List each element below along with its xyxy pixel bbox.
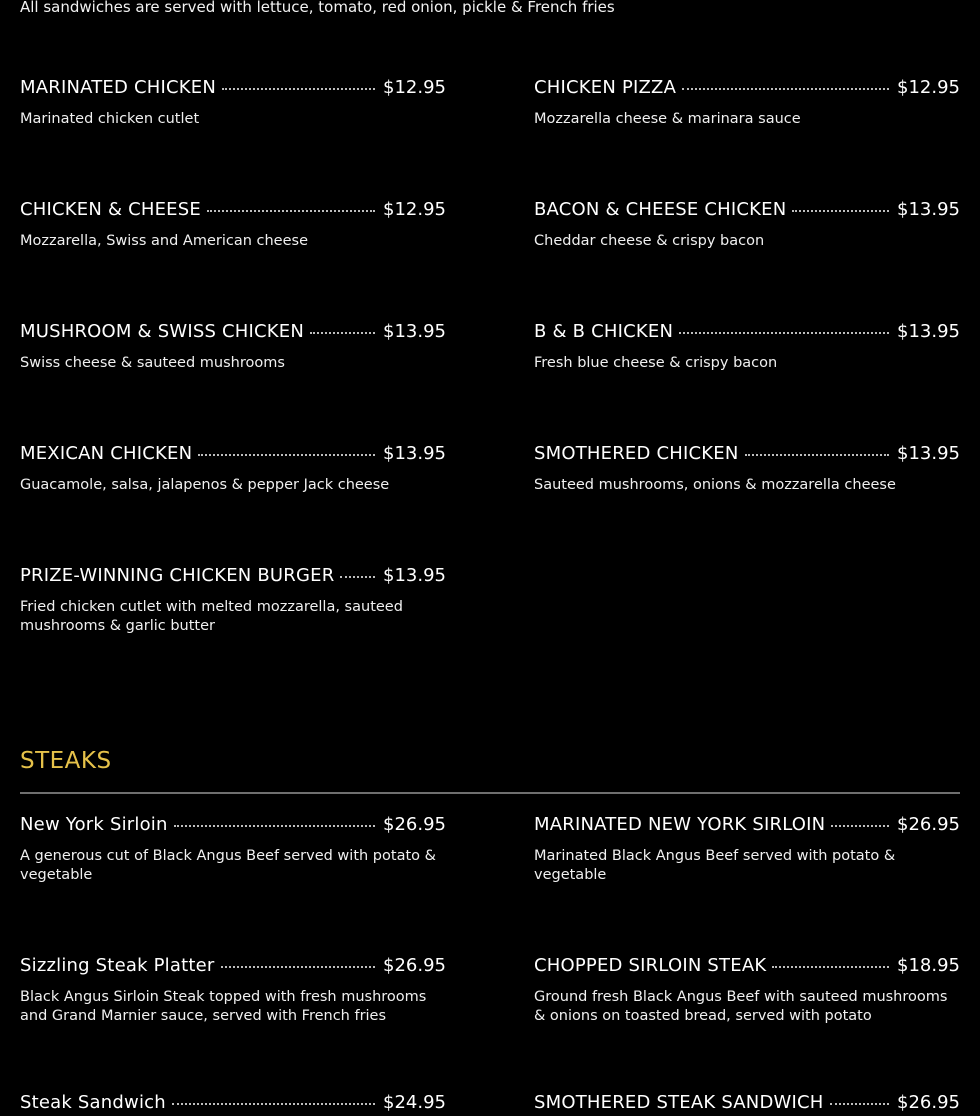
menu-item	[20, 199, 446, 251]
item-price: $12.95	[383, 199, 446, 220]
section-title-steaks: STEAKS	[20, 748, 112, 774]
item-description: Fried chicken cutlet with melted mozzarella, sauteed mushrooms & garlic butter	[20, 599, 403, 634]
item-name: BACON & CHEESE CHICKEN	[534, 199, 787, 220]
dot-leader	[172, 1103, 375, 1105]
item-price: $26.95	[383, 814, 446, 835]
item-description: Marinated Black Angus Beef served with potato & vegetable	[534, 848, 896, 883]
item-price: $18.95	[897, 955, 960, 976]
item-name: MARINATED NEW YORK SIRLOIN	[534, 814, 826, 835]
menu-item	[534, 199, 960, 251]
item-description: Fresh blue cheese & crispy bacon	[534, 355, 778, 371]
item-description: Mozzarella, Swiss and American cheese	[20, 233, 309, 249]
menu-item	[20, 814, 446, 885]
dot-leader	[745, 454, 890, 456]
item-price: $13.95	[897, 199, 960, 220]
item-price: $13.95	[383, 565, 446, 586]
item-description: Cheddar cheese & crispy bacon	[534, 233, 765, 249]
sandwich-note: All sandwiches are served with lettuce, tomato, red onion, pickle & French fries	[20, 0, 615, 16]
item-price: $12.95	[383, 77, 446, 98]
item-price: $13.95	[383, 443, 446, 464]
menu-item	[20, 77, 446, 129]
item-name: CHICKEN & CHEESE	[20, 199, 201, 220]
item-description: Ground fresh Black Angus Beef with sauteed mushrooms & onions on toasted bread, served with potato	[534, 989, 948, 1024]
item-description: Marinated chicken cutlet	[20, 111, 200, 127]
item-description: A generous cut of Black Angus Beef served with potato & vegetable	[20, 848, 436, 883]
item-description: Swiss cheese & sauteed mushrooms	[20, 355, 285, 371]
item-name: B & B CHICKEN	[534, 321, 674, 342]
dot-leader	[174, 825, 375, 827]
item-description: Black Angus Sirloin Steak topped with fresh mushrooms and Grand Marnier sauce, served with French fries	[20, 989, 427, 1024]
dot-leader	[682, 88, 889, 90]
menu-item	[20, 565, 446, 636]
item-price: $13.95	[897, 443, 960, 464]
menu-item	[20, 443, 446, 495]
item-price: $13.95	[383, 321, 446, 342]
item-description: Mozzarella cheese & marinara sauce	[534, 111, 801, 127]
item-name: Sizzling Steak Platter	[20, 955, 215, 976]
dot-leader	[831, 825, 889, 827]
section-divider	[20, 792, 960, 794]
item-price: $26.95	[897, 814, 960, 835]
dot-leader	[792, 210, 889, 212]
dot-leader	[207, 210, 375, 212]
menu-item	[20, 955, 446, 1026]
item-name: MEXICAN CHICKEN	[20, 443, 193, 464]
item-name: CHOPPED SIRLOIN STEAK	[534, 955, 767, 976]
item-name: MUSHROOM & SWISS CHICKEN	[20, 321, 305, 342]
item-name: SMOTHERED STEAK SANDWICH	[534, 1092, 824, 1113]
menu-item	[534, 77, 960, 129]
dot-leader	[222, 88, 375, 90]
item-price: $26.95	[897, 1092, 960, 1113]
menu-item	[534, 443, 960, 495]
dot-leader	[340, 576, 375, 578]
item-name: Steak Sandwich	[20, 1092, 166, 1113]
menu-item	[534, 1092, 960, 1116]
dot-leader	[772, 966, 889, 968]
item-price: $24.95	[383, 1092, 446, 1113]
dot-leader	[198, 454, 375, 456]
item-price: $13.95	[897, 321, 960, 342]
item-name: SMOTHERED CHICKEN	[534, 443, 739, 464]
item-description: Sauteed mushrooms, onions & mozzarella cheese	[534, 477, 896, 493]
dot-leader	[679, 332, 889, 334]
item-description: Guacamole, salsa, jalapenos & pepper Jack cheese	[20, 477, 390, 493]
menu-item	[534, 955, 960, 1026]
menu-item	[20, 1092, 446, 1116]
dot-leader	[310, 332, 375, 334]
item-name: New York Sirloin	[20, 814, 168, 835]
menu-item	[20, 321, 446, 373]
item-name: PRIZE-WINNING CHICKEN BURGER	[20, 565, 335, 586]
item-name: MARINATED CHICKEN	[20, 77, 217, 98]
item-price: $12.95	[897, 77, 960, 98]
menu-item	[534, 321, 960, 373]
dot-leader	[221, 966, 376, 968]
dot-leader	[830, 1103, 889, 1105]
menu-item	[534, 814, 960, 885]
item-name: CHICKEN PIZZA	[534, 77, 677, 98]
item-price: $26.95	[383, 955, 446, 976]
